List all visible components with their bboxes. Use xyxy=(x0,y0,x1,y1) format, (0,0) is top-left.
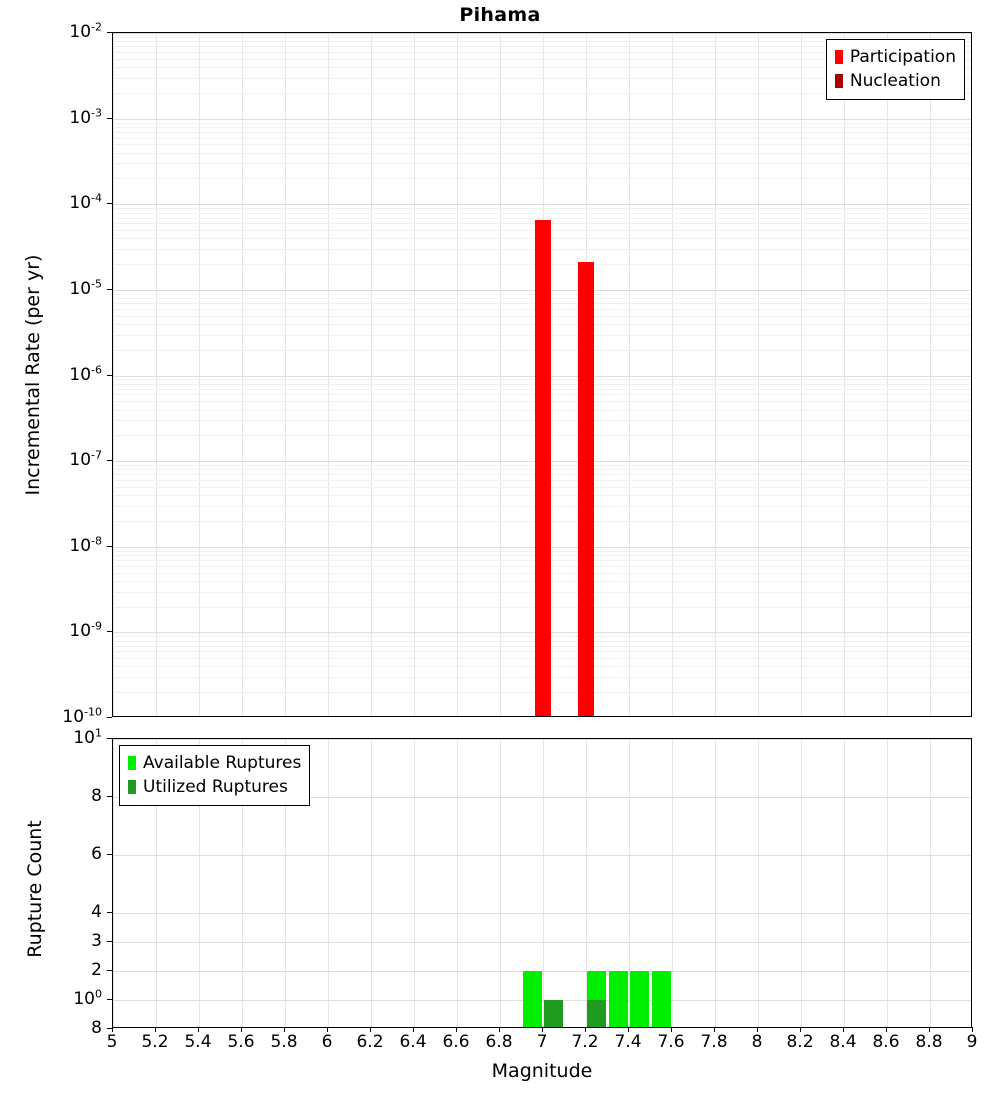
x-tick-mark xyxy=(886,1027,887,1032)
x-tick-label: 8 xyxy=(751,1032,763,1052)
x-axis-label: Magnitude xyxy=(491,1060,593,1082)
bar-available-ruptures xyxy=(652,971,671,1028)
rupture-count-plot xyxy=(112,738,972,1028)
legend-item-nucleation xyxy=(835,69,956,93)
y-tick-mark xyxy=(107,999,112,1000)
y-tick-mark xyxy=(107,717,112,718)
bars-top xyxy=(113,33,971,716)
y-tick-label: $10^{-7}$ xyxy=(69,448,102,471)
legend-top xyxy=(826,39,965,100)
legend-label: Nucleation xyxy=(849,71,941,92)
y-tick-mark xyxy=(107,854,112,855)
x-tick-mark xyxy=(585,1027,586,1032)
x-tick-label: 6.8 xyxy=(485,1032,513,1052)
y-axis-label-bottom: Rupture Count xyxy=(24,820,46,958)
y-tick-label: $10^0$ xyxy=(73,987,102,1009)
x-tick-mark xyxy=(929,1027,930,1032)
y-tick-mark xyxy=(107,631,112,632)
y-tick-mark xyxy=(107,738,112,739)
bar-available-ruptures xyxy=(630,971,649,1028)
y-tick-label: 4 xyxy=(91,902,102,922)
y-tick-label: 6 xyxy=(91,844,102,864)
bar-participation xyxy=(578,262,594,717)
legend-bottom xyxy=(119,745,310,806)
x-tick-label: 8.6 xyxy=(872,1032,900,1052)
y-tick-label: $10^{-4}$ xyxy=(69,191,102,214)
x-tick-label: 5.4 xyxy=(184,1032,212,1052)
x-tick-mark xyxy=(370,1027,371,1032)
legend-swatch-icon xyxy=(835,50,843,64)
y-axis-label-top: Incremental Rate (per yr) xyxy=(22,254,44,496)
y-tick-mark xyxy=(107,546,112,547)
legend-item-utilized-ruptures xyxy=(128,775,301,799)
y-tick-label: 2 xyxy=(91,960,102,980)
x-tick-label: 7.2 xyxy=(571,1032,599,1052)
x-tick-mark xyxy=(198,1027,199,1032)
y-tick-label: $10^{-9}$ xyxy=(69,619,102,642)
legend-label: Utilized Ruptures xyxy=(143,777,288,798)
x-tick-mark xyxy=(671,1027,672,1032)
x-tick-mark xyxy=(241,1027,242,1032)
x-tick-mark xyxy=(112,1027,113,1032)
legend-item-available-ruptures xyxy=(128,751,301,775)
y-tick-label: $10^{-8}$ xyxy=(69,534,102,556)
x-tick-label: 6.2 xyxy=(356,1032,384,1052)
y-tick-mark xyxy=(107,289,112,290)
y-tick-mark xyxy=(107,118,112,119)
x-tick-mark xyxy=(628,1027,629,1032)
x-tick-mark xyxy=(499,1027,500,1032)
x-tick-label: 7.8 xyxy=(700,1032,728,1052)
y-tick-label: $10^{-5}$ xyxy=(69,277,102,299)
legend-swatch-icon xyxy=(835,74,843,88)
y-tick-label: 8 xyxy=(91,1018,102,1038)
x-tick-label: 6.4 xyxy=(399,1032,427,1052)
y-tick-mark xyxy=(107,460,112,461)
x-tick-label: 6.6 xyxy=(442,1032,470,1052)
y-tick-mark xyxy=(107,941,112,942)
bar-utilized-ruptures xyxy=(544,1000,563,1028)
legend-item-participation xyxy=(835,45,956,69)
x-tick-mark xyxy=(714,1027,715,1032)
x-tick-label: 8.4 xyxy=(829,1032,857,1052)
x-tick-label: 8.2 xyxy=(786,1032,814,1052)
y-tick-mark xyxy=(107,912,112,913)
y-tick-mark xyxy=(107,375,112,376)
x-tick-label: 8.8 xyxy=(915,1032,943,1052)
x-tick-label: 9 xyxy=(966,1032,978,1052)
y-tick-label: $10^{-6}$ xyxy=(69,362,102,385)
y-tick-mark xyxy=(107,203,112,204)
x-tick-label: 7 xyxy=(536,1032,548,1052)
x-tick-mark xyxy=(155,1027,156,1032)
x-tick-mark xyxy=(843,1027,844,1032)
y-tick-mark xyxy=(107,796,112,797)
x-tick-mark xyxy=(284,1027,285,1032)
x-tick-label: 5.8 xyxy=(270,1032,298,1052)
x-tick-mark xyxy=(800,1027,801,1032)
legend-label: Available Ruptures xyxy=(143,753,302,773)
bar-utilized-ruptures xyxy=(587,1000,606,1028)
x-tick-mark xyxy=(757,1027,758,1032)
y-tick-label: $10^{-10}$ xyxy=(62,705,102,727)
y-axis-ticks-bottom xyxy=(2,726,102,1038)
x-tick-mark xyxy=(327,1027,328,1032)
y-tick-label: 3 xyxy=(91,931,102,951)
x-tick-label: 7.6 xyxy=(657,1032,685,1052)
y-tick-mark xyxy=(107,1028,112,1029)
y-tick-label: $10^1$ xyxy=(73,726,102,748)
x-tick-label: 5.2 xyxy=(141,1032,169,1052)
y-tick-mark xyxy=(107,32,112,33)
y-tick-label: $10^{-2}$ xyxy=(69,20,102,42)
incremental-rate-plot xyxy=(112,32,972,717)
page-title: Pihama xyxy=(459,4,541,26)
bar-available-ruptures xyxy=(523,971,542,1028)
bar-participation xyxy=(535,220,551,717)
x-tick-mark xyxy=(456,1027,457,1032)
legend-label: Participation xyxy=(849,47,956,67)
x-tick-mark xyxy=(542,1027,543,1032)
y-tick-label: $10^{-3}$ xyxy=(69,105,102,128)
legend-swatch-icon xyxy=(128,756,136,770)
x-tick-label: 7.4 xyxy=(614,1032,642,1052)
bar-available-ruptures xyxy=(609,971,628,1028)
y-tick-mark xyxy=(107,970,112,971)
x-tick-label: 5.6 xyxy=(227,1032,255,1052)
legend-swatch-icon xyxy=(128,780,136,794)
x-tick-label: 6 xyxy=(321,1032,333,1052)
x-tick-mark xyxy=(413,1027,414,1032)
y-axis-ticks-top xyxy=(2,20,102,727)
y-tick-label: 8 xyxy=(91,786,102,806)
x-tick-mark xyxy=(972,1027,973,1032)
x-tick-label: 5 xyxy=(106,1032,118,1052)
